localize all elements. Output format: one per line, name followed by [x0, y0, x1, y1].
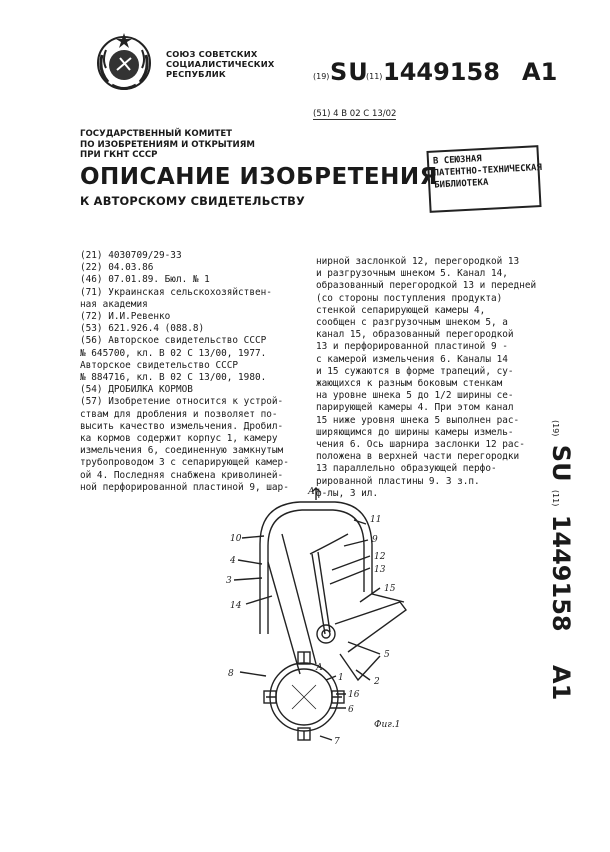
abstract-line: чения 6. Ось шарнира заслонки 12 рас- — [316, 439, 525, 451]
side-patent-code — [547, 420, 593, 701]
figure-label: 2 — [374, 677, 380, 687]
state-emblem-icon — [92, 30, 156, 94]
abstract-line: рированной пластины 9. 3 з.п. — [316, 475, 480, 487]
abstract-line: ф-лы, 3 ил. — [316, 487, 379, 499]
abstract-line: 15 ниже уровня шнека 5 выполнен рас- — [316, 414, 520, 426]
figure-label: 14 — [230, 601, 242, 611]
patent-kind: A1 — [522, 58, 558, 86]
abstract-line: 13 параллельно образующей перфо- — [316, 463, 497, 475]
biblio-line: (72) И.И.Ревенко — [80, 311, 171, 323]
abstract-line: канал 15, образованный перегородкой — [316, 329, 514, 341]
document-subtitle: К АВТОРСКОМУ СВИДЕТЕЛЬСТВУ — [80, 194, 305, 208]
biblio-line: (57) Изобретение относится к устрой- — [80, 396, 284, 408]
side-kind: A1 — [547, 665, 575, 701]
biblio-line: трубопроводом 3 с сепарирующей камер- — [80, 457, 289, 469]
figure-1-drawing — [220, 484, 440, 746]
stamp-line-3: БИБЛИОТЕКА — [434, 177, 489, 191]
ipc-text: (51) 4 B 02 C 13/02 — [313, 109, 397, 119]
state-line-2: СОЦИАЛИСТИЧЕСКИХ — [166, 59, 275, 69]
ipc-classification — [313, 109, 396, 119]
biblio-line: ой 4. Последняя снабжена криволиней- — [80, 469, 284, 481]
abstract-line: положена в верхней части перегородки — [316, 451, 520, 463]
abstract-continuation — [316, 256, 536, 500]
committee-line-3: ПРИ ГКНТ СССР — [80, 150, 158, 160]
figure-label: 5 — [384, 650, 390, 660]
section-a-label-lower: А — [316, 663, 323, 673]
committee-line-1: ГОСУДАРСТВЕННЫЙ КОМИТЕТ — [80, 129, 233, 139]
figure-caption: Фиг.1 — [374, 720, 401, 730]
abstract-line: стенкой сепарирующей камеры 4, — [316, 304, 486, 316]
side-number: 1449158 — [547, 514, 575, 632]
abstract-line: жающихся к разным боковым стенкам — [316, 378, 503, 390]
state-name — [166, 49, 275, 79]
side-code-19: (19) — [551, 420, 560, 437]
state-line-3: РЕСПУБЛИК — [166, 69, 226, 79]
biblio-line: (53) 621.926.4 (088.8) — [80, 323, 205, 335]
abstract-line: на уровне шнека 5 до 1/2 ширины се- — [316, 390, 514, 402]
figure-label: 8 — [228, 669, 234, 679]
section-a-label: А — [308, 487, 315, 497]
biblio-line: (54) ДРОБИЛКА КОРМОВ — [80, 384, 193, 396]
abstract-line: образованный перегородкой 13 и передней — [316, 280, 537, 292]
biblio-line: (21) 4030709/29-33 — [80, 250, 182, 261]
abstract-line: 13 и перфорированной пластиной 9 - — [316, 341, 508, 353]
side-code-11: (11) — [551, 489, 560, 507]
patent-number: 1449158 — [383, 58, 500, 86]
figure-label: 16 — [348, 690, 360, 700]
abstract-line: нирной заслонкой 12, перегородкой 13 — [316, 256, 520, 267]
figure-label: 13 — [374, 565, 386, 575]
abstract-line: ширяющимся до ширины камеры измель- — [316, 426, 514, 438]
biblio-line: Авторское свидетельство СССР — [80, 359, 239, 371]
committee-line-2: ПО ИЗОБРЕТЕНИЯМ И ОТКРЫТИЯМ — [80, 139, 255, 150]
biblio-line: (22) 04.03.86 — [80, 262, 154, 274]
document-title: ОПИСАНИЕ ИЗОБРЕТЕНИЯ — [80, 164, 438, 190]
biblio-line: (56) Авторское свидетельство СССР — [80, 335, 267, 347]
figure-label: 11 — [370, 515, 382, 525]
stamp-line-1: В СЕЮЗНАЯ — [432, 154, 482, 167]
abstract-line: сообщен с разгрузочным шнеком 5, а — [316, 317, 508, 329]
figure-label: 10 — [230, 534, 242, 544]
bibliographic-data — [80, 250, 289, 494]
abstract-line: с камерой измельчения 6. Каналы 14 — [316, 353, 508, 365]
figure-label: 6 — [348, 705, 354, 715]
code-11: (11) — [366, 72, 383, 81]
figure-label: 15 — [384, 584, 396, 594]
abstract-line: (со стороны поступления продукта) — [316, 292, 503, 304]
biblio-line: измельчения 6, соединенную замкнутым — [80, 445, 284, 457]
abstract-line: и 15 сужаются в форме трапеций, су- — [316, 365, 514, 377]
biblio-line: высить качество измельчения. Дробил- — [80, 420, 284, 432]
stamp-line-2: ПАТЕНТНО-ТЕХНИЧЕСКАЯ — [433, 162, 543, 179]
figure-label: 3 — [226, 576, 232, 586]
figure-label: 9 — [372, 535, 378, 545]
biblio-line: (46) 07.01.89. Бюл. № 1 — [80, 274, 210, 286]
figure-label: 12 — [374, 552, 386, 562]
biblio-line: ка кормов содержит корпус 1, камеру — [80, 433, 278, 445]
abstract-line: и разгрузочным шнеком 5. Канал 14, — [316, 268, 508, 280]
country-code: SU — [330, 58, 369, 86]
code-19: (19) — [313, 72, 330, 81]
biblio-line: ная академия — [80, 298, 148, 310]
biblio-line: (71) Украинская сельскохозяйствен- — [80, 286, 272, 298]
biblio-line: ной перфорированной пластиной 9, шар- — [80, 481, 289, 493]
state-line-1: СОЮЗ СОВЕТСКИХ — [166, 49, 258, 59]
biblio-line: ствам для дробления и позволяет по- — [80, 408, 278, 420]
biblio-line: № 645700, кл. B 02 C 13/00, 1977. — [80, 347, 267, 359]
figure-label: 1 — [338, 673, 344, 683]
figure-label: 4 — [230, 556, 236, 566]
library-stamp — [426, 145, 541, 213]
figure-label: 7 — [334, 737, 340, 746]
committee-block — [80, 129, 255, 161]
abstract-line: парирующей камеры 4. При этом канал — [316, 402, 514, 414]
side-country: SU — [547, 444, 575, 482]
biblio-line: № 884716, кл. B 02 C 13/00, 1980. — [80, 372, 267, 384]
